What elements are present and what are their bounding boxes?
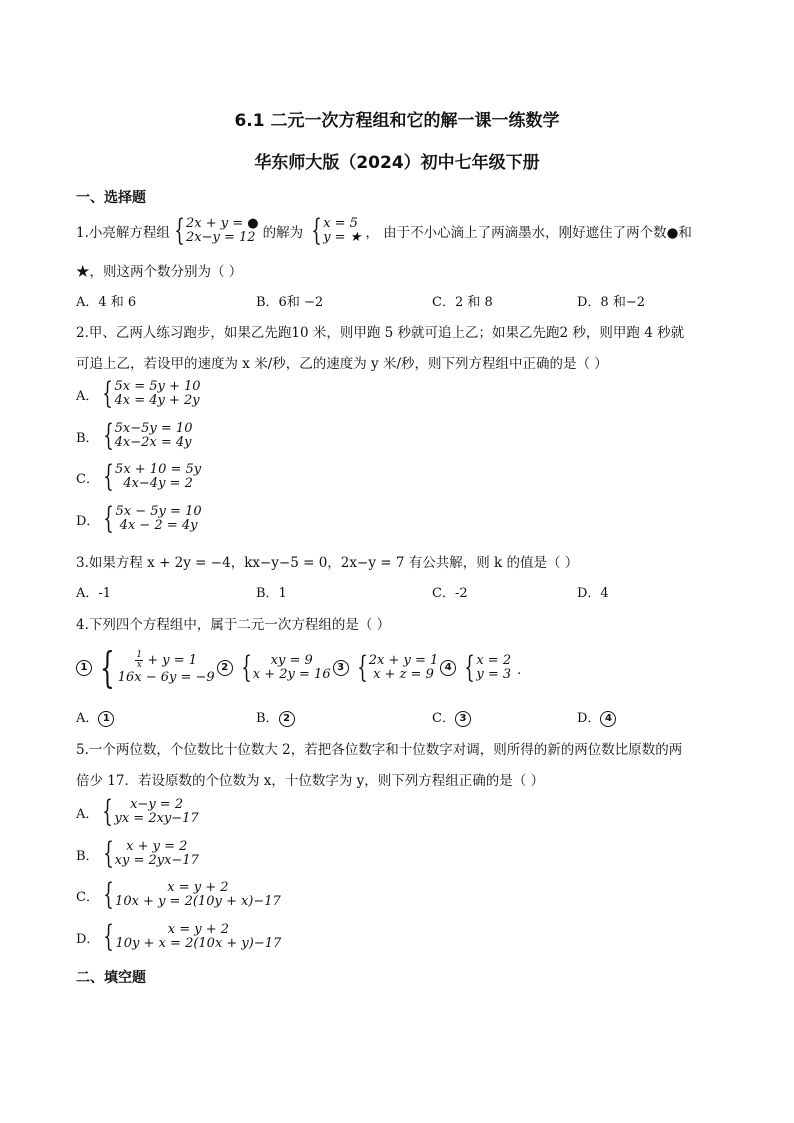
system-row: 16x − 6y = −9 <box>117 669 215 685</box>
option-label: A． <box>76 806 99 822</box>
question-4-line-1: 4.下列四个方程组中，属于二元一次方程组的是（ ） <box>76 617 391 633</box>
system-row: xy = 2yx−17 <box>114 853 199 868</box>
section-fill-heading: 二、填空题 <box>76 970 146 986</box>
system-row: 10y + x = 2(10x + y)−17 <box>115 936 282 951</box>
question-1-option-a[interactable]: A．4 和 6 <box>76 295 137 310</box>
page-title: 6.1 二元一次方程组和它的解一课一练数学 <box>234 111 560 131</box>
question-4-option-d[interactable] <box>577 707 616 727</box>
fraction-denominator: x <box>136 659 142 670</box>
circled-number: 3 <box>333 660 349 676</box>
system-row-rest: + y = 1 <box>147 652 198 668</box>
system-row: x = 2 <box>476 653 512 668</box>
circled-number: 3 <box>455 711 471 727</box>
option-label: D． <box>577 711 601 726</box>
option-label: B． <box>76 430 99 446</box>
circled-number: 2 <box>217 660 233 676</box>
system-row: y = ★ <box>323 230 362 245</box>
question-1-option-c[interactable]: C．2 和 8 <box>432 295 493 310</box>
system-row: 4x = 4y + 2y <box>114 393 200 408</box>
question-2-line-1: 2.甲、乙两人练习跑步，如果乙先跑10 米，则甲跑 5 秒就可追上乙；如果乙先跑2 秒，则甲跑 4 秒就 <box>76 325 685 341</box>
question-1-line-1 <box>76 213 692 248</box>
system-row: 4x − 2 = 4y <box>119 518 198 533</box>
question-2-option-a[interactable]: A． { 5x = 5y + 10 4x = 4y + 2y <box>76 376 201 411</box>
question-3-line-1: 3.如果方程 x + 2y = −4，kx−y−5 = 0，2x−y = 7 有公共解，则 k 的值是（ ） <box>76 555 579 571</box>
question-5-line-1: 5.一个两位数，个位数比十位数大 2，若把各位数字和十位数字对调，则所得的新的两位数比原数的两 <box>76 742 683 758</box>
page-subtitle: 华东师大版（2024）初中七年级下册 <box>254 153 540 173</box>
system-row: x = y + 2 <box>167 880 229 895</box>
system-row: x + z = 9 <box>373 667 434 682</box>
question-3-option-a[interactable]: A．-1 <box>76 586 112 601</box>
system-row: yx = 2xy−17 <box>114 811 199 826</box>
question-4-end: ． <box>517 662 531 678</box>
system-row: x + 2y = 16 <box>252 667 331 682</box>
circled-number: 4 <box>600 711 616 727</box>
option-label: A． <box>76 388 99 404</box>
question-2-option-d[interactable]: D． { 5x − 5y = 10 4x − 2 = 4y <box>76 501 202 536</box>
system-row: 5x + 10 = 5y <box>115 462 202 477</box>
fraction-numerator: 1 <box>136 649 143 660</box>
system-row <box>135 651 197 670</box>
option-label: B． <box>76 848 99 864</box>
question-4-option-a[interactable] <box>76 707 114 727</box>
system-row: x−y = 2 <box>130 797 184 812</box>
system-row: 5x − 5y = 10 <box>115 504 202 519</box>
question-2-line-2: 可追上乙，若设甲的速度为 x 米/秒，乙的速度为 y 米/秒，则下列方程组中正确的是（ ） <box>76 356 608 372</box>
circled-number: 2 <box>279 711 295 727</box>
question-2-option-b[interactable]: B． { 5x−5y = 10 4x−2x = 4y <box>76 418 193 453</box>
question-5-option-c[interactable]: C． { x = y + 2 10x + y = 2(10y + x)−17 <box>76 877 281 912</box>
system-row: xy = 9 <box>270 653 313 668</box>
system-row: x = 5 <box>323 216 358 231</box>
option-label: A． <box>76 711 99 726</box>
system-row: 5x−5y = 10 <box>114 421 193 436</box>
question-1-option-b[interactable]: B．6和 −2 <box>256 295 324 310</box>
option-label: C． <box>76 889 99 905</box>
system-row: x = y + 2 <box>167 922 230 937</box>
system-row: 4x−2x = 4y <box>114 435 192 450</box>
question-5-line-2: 倍少 17．若设原数的个位数为 x，十位数字为 y，则下列方程组正确的是（ ） <box>76 773 545 789</box>
option-label: B． <box>256 711 279 726</box>
question-4-option-b[interactable] <box>256 707 295 727</box>
question-4-option-c[interactable] <box>432 707 471 727</box>
system-row: 5x = 5y + 10 <box>114 379 201 394</box>
question-1-system: { 2x + y = ● 2x−y = 12 <box>174 213 259 248</box>
system-row: 10x + y = 2(10y + x)−17 <box>115 894 281 909</box>
circled-number: 1 <box>76 660 92 676</box>
question-1-option-d[interactable]: D．8 和−2 <box>577 295 645 310</box>
option-label: D． <box>76 513 100 529</box>
question-1-solution: { x = 5 y = ★ <box>311 213 362 248</box>
option-label: C． <box>76 471 99 487</box>
system-row: 2x + y = 1 <box>368 653 439 668</box>
option-label: D． <box>76 931 100 947</box>
question-3-option-c[interactable]: C．-2 <box>432 586 468 601</box>
question-5-option-d[interactable]: D． { x = y + 2 10y + x = 2(10x + y)−17 <box>76 919 282 954</box>
system-row: y = 3 <box>476 667 512 682</box>
question-1-suffix: ， 由于不小心滴上了两滴墨水，刚好遮住了两个数●和 <box>365 225 692 241</box>
question-4-systems: 1 { $\frac{1}{x}$ + y = 1 16x − 6y = −9 2 { xy = 9 x + 2y = 16 3 { 2x + y = 1 x + z = 9 4 { x = 2 y = 3 ． <box>76 646 531 690</box>
question-5-option-a[interactable]: A． { x−y = 2 yx = 2xy−17 <box>76 794 199 829</box>
question-1-prefix: 1.小亮解方程组 <box>76 225 170 241</box>
circled-number: 4 <box>440 660 456 676</box>
section-choice-heading: 一、选择题 <box>76 190 146 206</box>
system-row: 2x + y = ● <box>185 216 259 231</box>
system-row: x + y = 2 <box>126 839 188 854</box>
question-1-line-2: ★，则这两个数分别为（ ） <box>76 264 243 280</box>
system-row: 2x−y = 12 <box>185 230 256 245</box>
system-row: 4x−4y = 2 <box>123 476 193 491</box>
question-1-mid: 的解为 <box>262 225 304 241</box>
question-5-option-b[interactable]: B． { x + y = 2 xy = 2yx−17 <box>76 836 199 871</box>
option-label: C． <box>432 711 455 726</box>
question-3-option-b[interactable]: B．1 <box>256 586 287 601</box>
question-3-option-d[interactable]: D．4 <box>577 586 609 601</box>
question-2-option-c[interactable]: C． { 5x + 10 = 5y 4x−4y = 2 <box>76 459 202 494</box>
circled-number: 1 <box>98 711 114 727</box>
